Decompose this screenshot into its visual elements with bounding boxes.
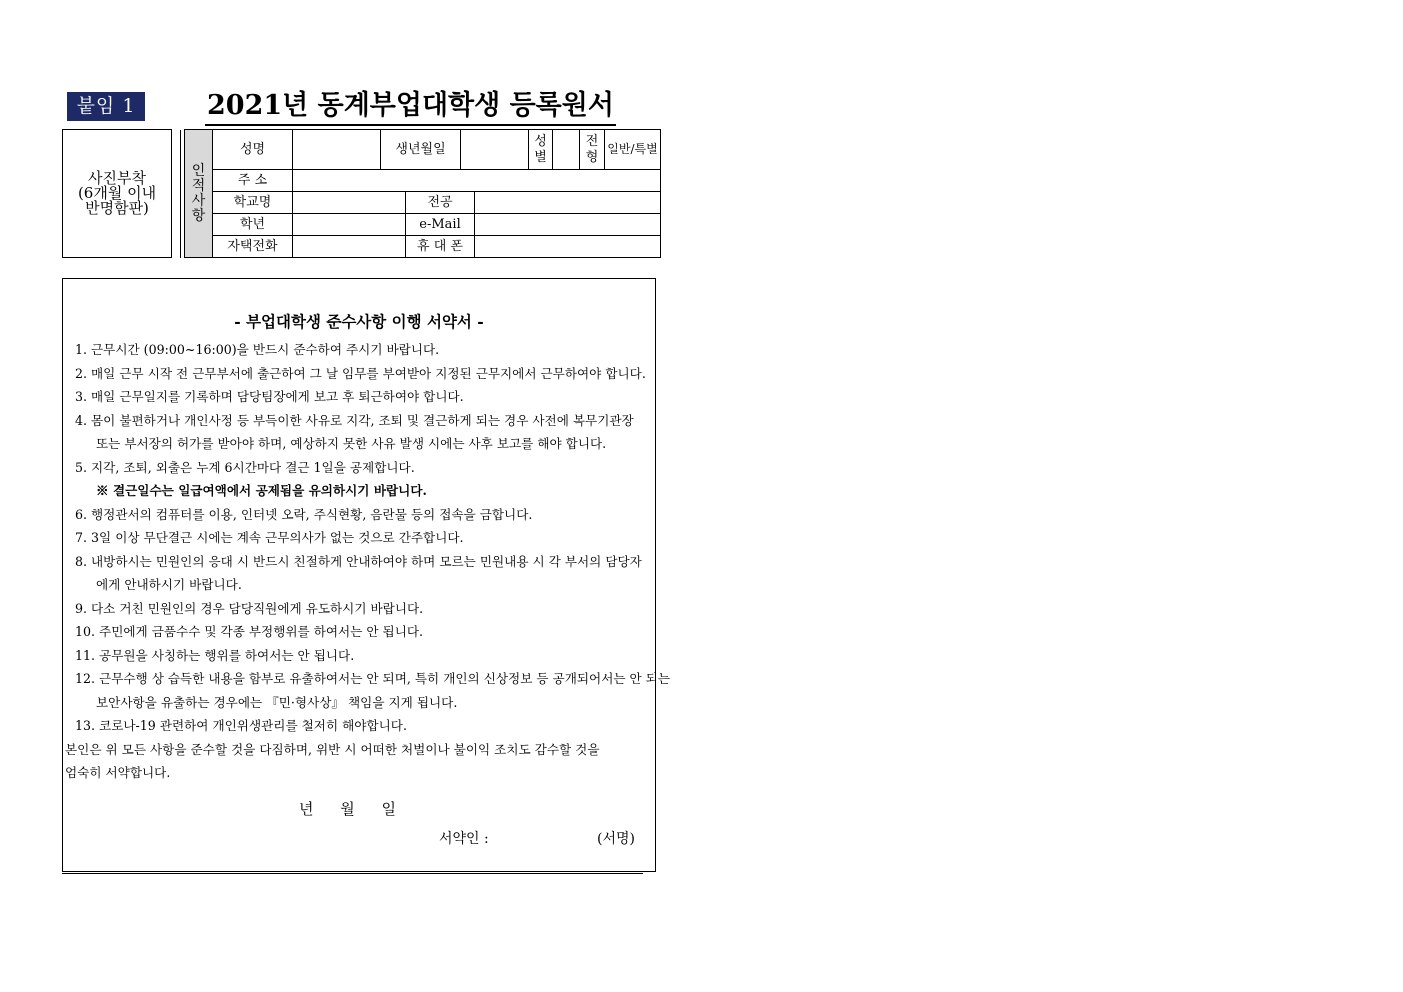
rule-line: 13. 코로나-19 관련하여 개인위생관리를 철저히 해야합니다. <box>75 718 407 733</box>
photo-line-2: (6개월 이내 <box>77 184 157 202</box>
rule-line: 8. 내방하시는 민원인의 응대 시 반드시 친절하게 안내하여야 하며 모르는 민원내용 시 각 부서의 담당자 <box>75 553 642 569</box>
rule-line: 2. 매일 근무 시작 전 근무부서에 출근하여 그 날 임무를 부여받아 지정된 근무지에서 근무하여야 합니다. <box>75 365 646 381</box>
oath-rules <box>65 338 671 785</box>
gender-label: 성 별 <box>529 130 553 170</box>
school-label: 학교명 <box>213 192 293 214</box>
type-label: 전 형 <box>580 130 605 170</box>
birth-field[interactable] <box>461 130 529 170</box>
rule-line: 에게 안내하시기 바랍니다. <box>96 577 242 592</box>
photo-box <box>63 130 172 258</box>
name-label: 성명 <box>213 130 293 170</box>
registration-form-table <box>62 129 661 258</box>
bottom-divider <box>62 873 643 874</box>
email-label: e-Mail <box>406 214 475 236</box>
school-field[interactable] <box>293 192 406 214</box>
photo-line-3: 반명함판) <box>85 199 149 217</box>
rule-line: 5. 지각, 조퇴, 외출은 누계 6시간마다 결근 1일을 공제합니다. <box>75 459 415 475</box>
mobile-field[interactable] <box>475 236 661 258</box>
rule-line: 3. 매일 근무일지를 기록하며 담당팀장에게 보고 후 퇴근하여야 합니다. <box>75 389 464 404</box>
type-value[interactable]: 일반/특별 <box>605 130 661 170</box>
rule-line: 6. 행정관서의 컴퓨터를 이용, 인터넷 오락, 주식현황, 음란물 등의 접속을 금합니다. <box>75 506 533 522</box>
email-field[interactable] <box>475 214 661 236</box>
rule-line: 11. 공무원을 사칭하는 행위를 하여서는 안 됩니다. <box>75 647 355 663</box>
birth-label: 생년월일 <box>381 130 461 170</box>
rule-line: 12. 근무수행 상 습득한 내용을 함부로 유출하여서는 안 되며, 특히 개인의 신상정보 등 공개되어서는 안 되는 <box>75 671 671 686</box>
date-line: 년 월 일 <box>299 800 397 818</box>
gender-field[interactable] <box>553 130 580 170</box>
major-field[interactable] <box>475 192 661 214</box>
pledge-line: 엄숙히 서약합니다. <box>65 765 171 780</box>
rule-line: 9. 다소 거친 민원인의 경우 담당직원에게 유도하시기 바랍니다. <box>75 600 424 616</box>
grade-field[interactable] <box>293 214 406 236</box>
personal-info-section-label: 인 적 사 항 <box>185 130 213 258</box>
signature-line <box>439 828 635 848</box>
rule-line: 10. 주민에게 금품수수 및 각종 부정행위를 하여서는 안 됩니다. <box>75 624 424 639</box>
grade-label: 학년 <box>213 214 293 236</box>
home-phone-field[interactable] <box>293 236 406 258</box>
mobile-label: 휴 대 폰 <box>406 236 475 258</box>
oath-title: - 부업대학생 준수사항 이행 서약서 - <box>234 312 484 331</box>
attachment-badge: 붙임 1 <box>67 92 145 121</box>
signature-mark[interactable]: (서명) <box>597 831 635 847</box>
rule-line: 또는 부서장의 허가를 받아야 하며, 예상하지 못한 사유 발생 시에는 사후 보고를 해야 합니다. <box>96 436 607 451</box>
rule-line: 4. 몸이 불편하거나 개인사정 등 부득이한 사유로 지각, 조퇴 및 결근하게 되는 경우 사전에 복무기관장 <box>75 412 634 428</box>
oath-box <box>62 278 671 872</box>
rule-line: 1. 근무시간 (09:00~16:00)을 반드시 준수하여 주시기 바랍니다. <box>75 342 440 357</box>
home-phone-label: 자택전화 <box>213 236 293 258</box>
address-field[interactable] <box>293 170 661 192</box>
rule-note: ※ 결근일수는 일급여액에서 공제됨을 유의하시기 바랍니다. <box>96 483 427 498</box>
photo-line-1: 사진부착 <box>88 169 146 187</box>
address-label: 주 소 <box>213 170 293 192</box>
name-field[interactable] <box>293 130 381 170</box>
pledge-line: 본인은 위 모든 사항을 준수할 것을 다짐하며, 위반 시 어떠한 처벌이나 불이익 조치도 감수할 것을 <box>65 741 600 757</box>
spacer-cell <box>172 130 181 258</box>
major-label: 전공 <box>406 192 475 214</box>
page-title: 2021년 동계부업대학생 등록원서 <box>205 89 616 126</box>
signer-label: 서약인 : <box>439 831 489 847</box>
rule-line: 보안사항을 유출하는 경우에는 『민·형사상』 책임을 지게 됩니다. <box>96 694 458 710</box>
rule-line: 7. 3일 이상 무단결근 시에는 계속 근무의사가 없는 것으로 간주합니다. <box>75 530 464 545</box>
